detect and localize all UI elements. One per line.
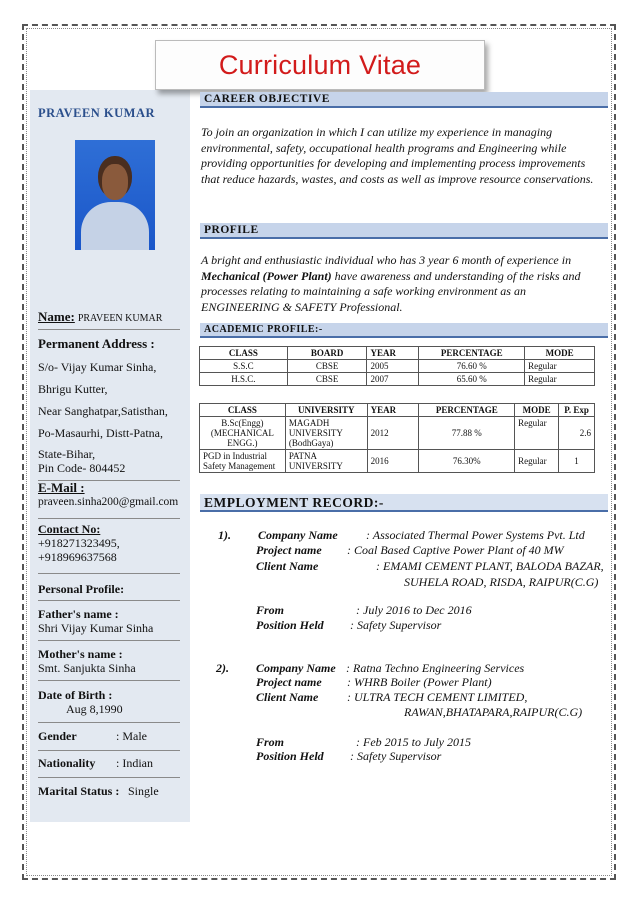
record-2-company: : Ratna Techno Engineering Services	[346, 661, 525, 675]
record-1-from: : July 2016 to Dec 2016	[356, 603, 472, 617]
employment-heading: EMPLOYMENT RECORD:-	[200, 494, 608, 512]
th-mode: MODE	[525, 347, 595, 360]
address-line-3: Near Sanghatpar,Satisthan,	[38, 404, 168, 418]
cell-board: CBSE	[287, 360, 367, 373]
sidebar-name-top: PRAVEEN KUMAR	[38, 106, 156, 120]
th-percentage: PERCENTAGE	[419, 347, 525, 360]
profile-text	[201, 253, 606, 315]
divider	[38, 750, 180, 751]
th-percentage: PERCENTAGE	[419, 404, 515, 417]
address-line-4: Po-Masaurhi, Distt-Patna,	[38, 426, 163, 440]
profile-heading: PROFILE	[200, 223, 608, 239]
cell-university: MAGADH UNIVERSITY (BodhGaya)	[285, 417, 367, 450]
cell-class: H.S.C.	[200, 373, 288, 386]
academic-table-university	[199, 403, 595, 473]
record-1-project-label: Project name	[256, 543, 322, 557]
cell-class: PGD in Industrial Safety Management	[200, 450, 286, 473]
nationality-label: Nationality	[38, 756, 96, 770]
mother-value: Smt. Sanjukta Sinha	[38, 661, 136, 675]
record-2-client-label: Client Name	[256, 690, 319, 704]
th-mode: MODE	[515, 404, 559, 417]
personal-profile-label: Personal Profile:	[38, 582, 125, 596]
record-1-client-line-1: : EMAMI CEMENT PLANT, BALODA BAZAR,	[376, 559, 604, 573]
email-value: praveen.sinha200@gmail.com	[38, 496, 179, 508]
record-1-from-label: From	[256, 603, 285, 617]
th-p-exp: P. Exp	[559, 404, 595, 417]
divider	[38, 722, 180, 723]
record-1-position-label: Position Held	[256, 618, 324, 632]
profile-text-start: A bright and enthusiastic individual who has 3 year 6 month of experience in	[201, 253, 572, 267]
divider	[38, 600, 180, 601]
marital-value: Single	[128, 784, 159, 798]
career-objective-heading: CAREER OBJECTIVE	[200, 92, 608, 108]
father-value: Shri Vijay Kumar Sinha	[38, 621, 154, 635]
th-class: CLASS	[200, 347, 288, 360]
address-line-6: Pin Code- 804452	[38, 461, 126, 475]
email-label: E-Mail :	[38, 480, 85, 495]
cell-university: PATNA UNIVERSITY	[285, 450, 367, 473]
divider	[38, 680, 180, 681]
contact-label: Contact No:	[38, 522, 101, 536]
name-value: PRAVEEN KUMAR	[77, 313, 163, 324]
profile-photo	[75, 140, 155, 250]
th-class: CLASS	[200, 404, 286, 417]
cell-percentage: 77.88 %	[419, 417, 515, 450]
dob-label: Date of Birth :	[38, 688, 113, 702]
cell-mode: Regular	[525, 373, 595, 386]
cell-board: CBSE	[287, 373, 367, 386]
th-year: YEAR	[367, 347, 419, 360]
divider	[38, 640, 180, 641]
th-board: BOARD	[287, 347, 367, 360]
divider	[38, 329, 180, 330]
address-line-1: S/o- Vijay Kumar Sinha,	[38, 360, 157, 374]
page-title: Curriculum Vitae	[218, 49, 422, 80]
divider	[38, 573, 180, 574]
record-1-company: : Associated Thermal Power Systems Pvt. Ltd	[366, 528, 585, 542]
career-objective-text: To join an organization in which I can utilize my experience in managing environmental, safety, occupational health programs and Engineering while providing opportunities for developing and implementing process improvements that reduce hazards, wastes, and costs as well as improve resource conservations.	[201, 125, 594, 186]
name-row	[38, 309, 162, 326]
record-1-number: 1).	[218, 528, 231, 542]
contact-line-2: +918969637568	[38, 550, 117, 564]
cell-percentage: 65.60 %	[419, 373, 525, 386]
record-2-client-line-2: RAWAN,BHATAPARA,RAIPUR(C.G)	[404, 705, 583, 719]
divider	[38, 518, 180, 519]
marital-label: Marital Status :	[38, 784, 120, 798]
table-row	[200, 373, 595, 386]
nationality-value: : Indian	[116, 756, 153, 770]
mother-label: Mother's name :	[38, 647, 123, 661]
table-row	[200, 417, 595, 450]
record-2-from-label: From	[256, 735, 285, 749]
record-1-position: : Safety Supervisor	[350, 618, 442, 632]
record-2-position-label: Position Held	[256, 749, 324, 763]
record-2-company-label: Company Name	[256, 661, 336, 675]
cell-p-exp: 1	[559, 450, 595, 473]
cell-p-exp: 2.6	[559, 417, 595, 450]
name-label: Name:	[38, 309, 75, 324]
address-label: Permanent Address :	[38, 336, 155, 351]
table-row	[200, 360, 595, 373]
record-1-client-label: Client Name	[256, 559, 319, 573]
cell-percentage: 76.30%	[419, 450, 515, 473]
record-2-number: 2).	[216, 661, 229, 675]
th-university: UNIVERSITY	[285, 404, 367, 417]
contact-line-1: +918271323495,	[38, 536, 120, 550]
cell-mode: Regular	[515, 450, 559, 473]
profile-text-end: have awareness and understanding of the risks and processes relating to maintaining a safe working environment as an ENGINEERING & SAFETY Professional.	[201, 268, 581, 314]
cell-mode: Regular	[515, 417, 559, 450]
th-year: YEAR	[367, 404, 419, 417]
record-2-position: : Safety Supervisor	[350, 749, 442, 763]
address-line-5: State-Bihar,	[38, 447, 96, 461]
record-1-company-label: Company Name	[258, 528, 338, 542]
gender-value: : Male	[116, 729, 147, 743]
academic-heading: ACADEMIC PROFILE:-	[200, 323, 608, 338]
academic-table-school	[199, 346, 595, 386]
title-box	[155, 40, 485, 90]
cell-percentage: 76.60 %	[419, 360, 525, 373]
table-header-row	[200, 404, 595, 417]
record-2-project-label: Project name	[256, 675, 322, 689]
record-2-project: : WHRB Boiler (Power Plant)	[347, 675, 492, 689]
table-header-row	[200, 347, 595, 360]
record-2-from: : Feb 2015 to July 2015	[356, 735, 471, 749]
profile-text-bold: Mechanical (Power Plant)	[201, 268, 332, 283]
cell-mode: Regular	[525, 360, 595, 373]
father-label: Father's name :	[38, 607, 119, 621]
cell-class: S.S.C	[200, 360, 288, 373]
cell-year: 2007	[367, 373, 419, 386]
address-line-2: Bhrigu Kutter,	[38, 382, 108, 396]
cell-class: B.Sc(Engg) (MECHANICAL ENGG.)	[200, 417, 286, 450]
dob-value: Aug 8,1990	[66, 702, 123, 716]
record-1-client-line-2: SUHELA ROAD, RISDA, RAIPUR(C.G)	[404, 575, 599, 589]
gender-label: Gender	[38, 729, 77, 743]
record-1-project: : Coal Based Captive Power Plant of 40 MW	[347, 543, 564, 557]
cell-year: 2016	[367, 450, 419, 473]
cell-year: 2005	[367, 360, 419, 373]
photo-body	[81, 202, 149, 250]
divider	[38, 777, 180, 778]
table-row	[200, 450, 595, 473]
record-2-client-line-1: : ULTRA TECH CEMENT LIMITED,	[347, 690, 528, 704]
photo-face	[102, 164, 128, 200]
cell-year: 2012	[367, 417, 419, 450]
